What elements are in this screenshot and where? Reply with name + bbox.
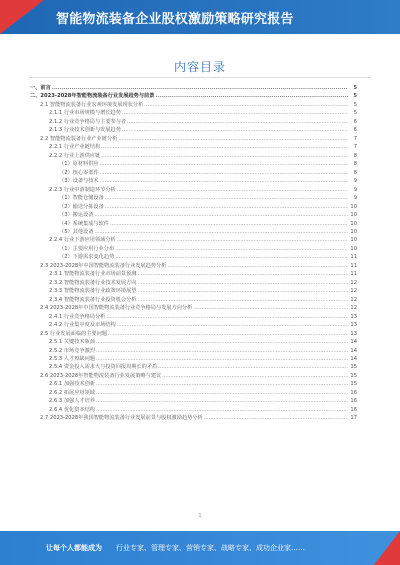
toc-entry[interactable]	[30, 313, 357, 321]
toc-entry-label: 2.3 2023-2028年中国智能物流装备行业发展趋势分析	[40, 262, 167, 269]
toc-entry-page: 15	[350, 381, 357, 388]
toc-entry-label: 2.4.1 行业竞争格局分析	[49, 313, 106, 320]
toc-leader-dots	[96, 347, 348, 355]
toc-entry-label: 2.2.2 行业上游供应链	[49, 152, 101, 159]
toc-leader-dots	[122, 109, 348, 117]
toc-leader-dots	[96, 338, 348, 346]
toc-entry[interactable]	[30, 92, 357, 100]
toc-entry-page: 11	[350, 254, 357, 261]
toc-entry[interactable]	[30, 126, 357, 134]
toc-entry-label: 2.2.3 行业中游制造环节分析	[49, 186, 116, 193]
toc-heading: 内容目录	[173, 60, 226, 74]
toc-entry[interactable]	[30, 262, 357, 270]
footer-corner-accent	[374, 531, 400, 565]
toc-entry[interactable]	[30, 245, 357, 253]
toc-leader-dots	[137, 270, 348, 278]
toc-entry[interactable]	[30, 228, 357, 236]
toc-entry-label: （5）其他设备	[59, 228, 94, 235]
toc-heading-divider	[30, 77, 370, 78]
toc-entry-label: 2.3.2 智能物流装备行业技术发展方向	[49, 279, 137, 286]
toc-entry[interactable]	[30, 406, 357, 414]
toc-leader-dots	[137, 296, 348, 304]
toc-entry[interactable]	[30, 101, 357, 109]
toc-entry-page: 6	[353, 118, 357, 125]
toc-entry-page: 17	[350, 415, 357, 422]
toc-leader-dots	[127, 118, 348, 126]
toc-entry-label: 2.4 2023-2028年中国智能物流装备行业竞争格局与发展方向分析	[40, 305, 193, 312]
toc-leader-dots	[105, 203, 348, 211]
toc-entry-page: 10	[350, 203, 357, 210]
toc-entry[interactable]	[30, 160, 357, 168]
report-footer-bar	[0, 531, 400, 565]
toc-leader-dots	[162, 372, 348, 380]
toc-entry[interactable]	[30, 380, 357, 388]
toc-entry-label: 2.2.1 行业产业链结构	[49, 144, 101, 151]
toc-entry[interactable]	[30, 143, 357, 151]
toc-entry[interactable]	[30, 330, 357, 338]
toc-entry[interactable]	[30, 253, 357, 261]
toc-leader-dots	[122, 126, 348, 134]
toc-entry-label: （3）设备与技术	[59, 178, 99, 185]
toc-entry-label: 2.6.1 加强技术创新	[49, 381, 95, 388]
toc-leader-dots	[96, 355, 348, 363]
toc-leader-dots	[94, 228, 348, 236]
toc-entry-page: 10	[350, 220, 357, 227]
toc-leader-dots	[110, 220, 348, 228]
toc-entry[interactable]	[30, 414, 357, 422]
toc-entry-page: 12	[350, 288, 357, 295]
toc-leader-dots	[96, 397, 348, 405]
toc-entry-label: 2.1.1 行业市场规模与增长趋势	[49, 110, 121, 117]
toc-entry-page: 10	[350, 237, 357, 244]
toc-entry-page: 12	[350, 305, 357, 312]
toc-entry-label: 2.6.4 优化资本结构	[49, 406, 95, 413]
toc-entry-page: 16	[350, 398, 357, 405]
toc-entry-page: 5	[353, 93, 357, 100]
toc-entry[interactable]	[30, 389, 357, 397]
toc-leader-dots	[204, 414, 348, 422]
toc-entry-label: （2）核心零部件	[59, 169, 99, 176]
toc-entry-label: 2.4.2 行业集中度及市场结构	[49, 322, 116, 329]
toc-entry-page: 12	[350, 279, 357, 286]
toc-entry-label: 2.7 2023-2028年我国智能物流装备行业发展前景与股权激励趋势分析	[40, 415, 203, 422]
toc-entry-label: 2.6.2 拓展应用领域	[49, 389, 95, 396]
toc-leader-dots	[100, 177, 348, 185]
toc-entry[interactable]	[30, 220, 357, 228]
toc-entry-page: 15	[350, 372, 357, 379]
toc-entry-page: 9	[353, 195, 357, 202]
toc-entry-page: 11	[350, 262, 357, 269]
toc-entry[interactable]	[30, 152, 357, 160]
toc-leader-dots	[96, 380, 348, 388]
toc-entry-label: （3）搬运设备	[59, 212, 94, 219]
toc-entry-label: 2.5 行业发展面临的主要问题	[40, 330, 107, 337]
toc-entry-label: 2.3.4 智能物流装备行业投资机会分析	[49, 296, 137, 303]
toc-leader-dots	[100, 160, 348, 168]
toc-entry-page: 14	[350, 356, 357, 362]
toc-entry-page: 5	[353, 85, 357, 91]
toc-entry[interactable]	[30, 321, 357, 329]
toc-entry[interactable]	[30, 135, 357, 143]
toc-entry-label: 2.2 智能物流装备行业产业链分析	[40, 135, 118, 142]
toc-leader-dots	[137, 287, 348, 295]
toc-entry-page: 14	[350, 347, 357, 354]
toc-leader-dots	[137, 279, 348, 287]
toc-entry-page: 15	[350, 364, 357, 371]
toc-entry-page: 8	[353, 161, 357, 168]
toc-entry[interactable]	[30, 287, 357, 295]
page-number: 1	[198, 513, 202, 519]
toc-entry[interactable]	[30, 194, 357, 202]
toc-entry-page: 10	[350, 228, 357, 235]
toc-entry-page: 16	[350, 406, 357, 413]
toc-entry-label: （2）输送分拣设备	[59, 203, 104, 210]
toc-entry[interactable]	[30, 338, 357, 346]
toc-entry[interactable]	[30, 186, 357, 194]
toc-leader-dots	[117, 321, 348, 329]
toc-entry-page: 7	[353, 144, 357, 151]
toc-entry[interactable]	[30, 270, 357, 278]
toc-entry[interactable]	[30, 279, 357, 287]
table-of-contents	[30, 84, 357, 510]
toc-entry-label: 二、2023-2028年智能物流装备行业发展趋势与前景	[30, 93, 155, 100]
toc-entry-page: 8	[353, 169, 357, 176]
toc-leader-dots	[155, 92, 348, 100]
toc-leader-dots	[118, 135, 348, 143]
toc-leader-dots	[100, 169, 348, 177]
toc-entry-page: 5	[353, 101, 357, 108]
toc-entry[interactable]	[30, 296, 357, 304]
toc-entry[interactable]	[30, 363, 357, 371]
toc-leader-dots	[96, 389, 348, 397]
toc-entry[interactable]	[30, 118, 357, 126]
toc-entry-label: 2.6 2023-2028年智能物流装备行业发展策略与建议	[40, 372, 162, 379]
toc-entry[interactable]	[30, 236, 357, 244]
toc-entry[interactable]	[30, 211, 357, 219]
toc-leader-dots	[115, 245, 348, 253]
toc-entry[interactable]	[30, 355, 357, 363]
toc-entry[interactable]	[30, 203, 357, 211]
toc-entry[interactable]	[30, 304, 357, 312]
toc-entry-page: 7	[353, 135, 357, 142]
toc-entry-label: 2.3.3 智能物流装备行业政策环境展望	[49, 288, 137, 295]
toc-entry-label: 2.1 智能物流装备行业宏观环境发展现状分析	[40, 101, 144, 108]
toc-entry[interactable]	[30, 109, 357, 117]
toc-entry-label: 2.3.1 智能物流装备行业市场前景预测	[49, 271, 137, 278]
toc-entry-label: 2.1.3 行业技术创新与发展趋势	[49, 127, 121, 134]
toc-entry-label: （4）系统集成与软件	[59, 220, 109, 227]
footer-roles: 行业专家、管理专家、营销专家、战略专家、成功企业家……	[116, 544, 305, 552]
toc-leader-dots	[167, 262, 348, 270]
toc-entry-page: 5	[353, 110, 357, 117]
toc-entry-page: 14	[350, 339, 357, 346]
toc-leader-dots	[94, 211, 348, 219]
toc-leader-dots	[117, 236, 348, 244]
toc-entry-label: （1）原材料供应	[59, 161, 99, 168]
toc-entry-label: 2.1.2 行业竞争格局与主要参与者	[49, 118, 127, 125]
toc-entry[interactable]	[30, 169, 357, 177]
report-title: 智能物流装备企业股权激励策略研究报告	[56, 12, 294, 27]
toc-entry-page: 10	[350, 245, 357, 252]
toc-entry-page: 12	[350, 296, 357, 303]
toc-entry-page: 9	[353, 186, 357, 193]
toc-entry-page: 6	[353, 127, 357, 134]
toc-entry-label: 2.5.3 人才短缺问题	[49, 356, 95, 362]
toc-leader-dots	[193, 304, 348, 312]
toc-entry-page: 16	[350, 389, 357, 396]
toc-leader-dots	[117, 186, 348, 194]
toc-entry[interactable]	[30, 397, 357, 405]
report-header-bar	[0, 0, 400, 34]
toc-leader-dots	[52, 84, 348, 92]
toc-leader-dots	[115, 253, 348, 261]
toc-entry-label: 2.5.4 资金投入需求大与投资回报周期长的矛盾	[49, 364, 158, 371]
toc-leader-dots	[108, 330, 348, 338]
toc-entry-label: 2.6.3 加强人才培养	[49, 398, 95, 405]
toc-entry-label: 2.2.4 行业下游应用领域分析	[49, 237, 116, 244]
toc-leader-dots	[144, 101, 348, 109]
toc-entry-page: 10	[350, 212, 357, 219]
toc-leader-dots	[101, 143, 348, 151]
toc-entry-label: 2.5.1 关键技术瓶颈	[49, 339, 95, 346]
toc-entry-label: 2.5.2 市场竞争激烈	[49, 347, 95, 354]
toc-entry-label: 一、前言	[30, 85, 51, 91]
toc-leader-dots	[158, 363, 348, 371]
toc-leader-dots	[105, 194, 348, 202]
toc-entry[interactable]	[30, 84, 357, 92]
toc-entry-label: （1）智能仓储设备	[59, 195, 104, 202]
header-corner-accent	[0, 0, 44, 34]
toc-leader-dots	[101, 152, 348, 160]
toc-entry[interactable]	[30, 177, 357, 185]
toc-leader-dots	[96, 406, 348, 414]
toc-leader-dots	[106, 313, 348, 321]
toc-entry-label: （2）下游需求变化趋势	[59, 254, 115, 261]
toc-entry-page: 11	[350, 271, 357, 278]
toc-entry-page: 13	[350, 330, 357, 337]
toc-entry-page: 8	[353, 152, 357, 159]
toc-entry[interactable]	[30, 347, 357, 355]
footer-slogan: 让每个人都能成为	[46, 544, 102, 552]
toc-entry-page: 13	[350, 322, 357, 329]
toc-entry-page: 13	[350, 313, 357, 320]
toc-entry-page: 9	[353, 178, 357, 185]
toc-entry[interactable]	[30, 372, 357, 380]
toc-entry-label: （1）主要应用行业分布	[59, 245, 115, 252]
